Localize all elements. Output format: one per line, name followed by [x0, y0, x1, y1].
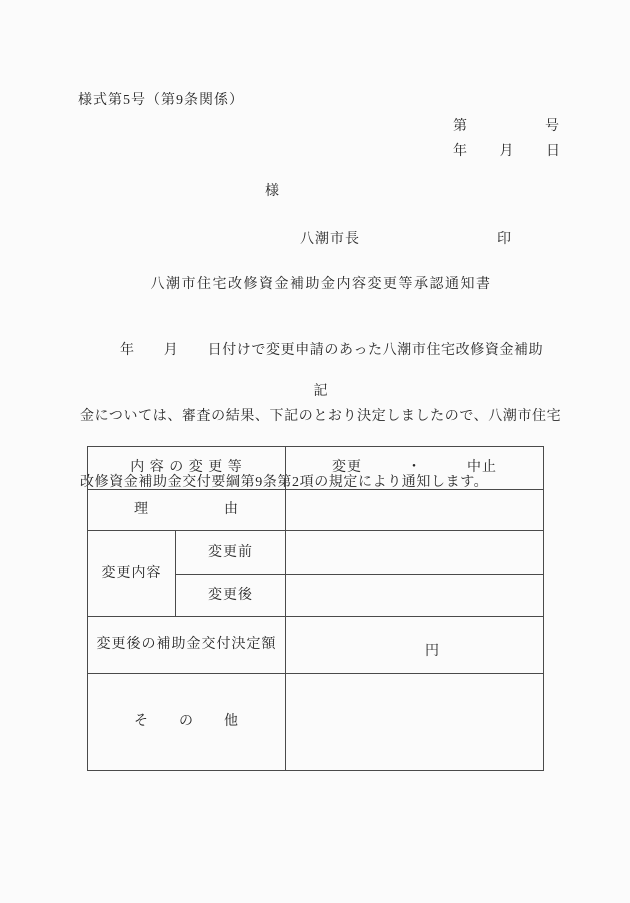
body-line-1: 年 月 日付けで変更申請のあった八潮市住宅改修資金補助 — [120, 343, 544, 358]
date-month-label: 月 — [499, 144, 514, 159]
reason-value-cell — [286, 490, 544, 531]
row-reason — [88, 490, 544, 531]
date-day-label: 日 — [546, 144, 560, 159]
body-line-3: 改修資金補助金交付要綱第9条第2項の規定により通知します。 — [80, 475, 489, 490]
before-change-label-cell: 変更前 — [176, 531, 286, 575]
document-title: 八潮市住宅改修資金補助金内容変更等承認通知書 — [150, 277, 492, 292]
row-change-type — [88, 447, 544, 490]
change-approval-table — [87, 446, 544, 771]
doc-number-suffix: 号 — [545, 119, 559, 134]
reason-label-cell: 理 由 — [88, 490, 286, 531]
grant-amount-value-cell — [286, 617, 544, 674]
row-other — [88, 674, 544, 771]
after-change-value-cell — [286, 575, 544, 617]
row-grant-amount — [88, 617, 544, 674]
before-change-value-cell — [286, 531, 544, 575]
seal-placeholder: 印 — [497, 232, 512, 247]
other-value-cell — [286, 674, 544, 771]
record-marker: 記 — [313, 384, 329, 399]
document-number-line — [453, 120, 559, 134]
row-change-before — [88, 531, 544, 575]
doc-number-prefix: 第 — [453, 119, 467, 134]
issuer-name: 八潮市長 — [300, 232, 360, 247]
body-line-2: 金については、審査の結果、下記のとおり決定しましたので、八潮市住宅 — [80, 409, 562, 424]
change-details-group-cell: 変更内容 — [88, 531, 176, 617]
change-type-label-cell: 内 容 の 変 更 等 — [88, 447, 286, 490]
other-label-cell: そ の 他 — [88, 674, 286, 771]
issue-date-line — [453, 145, 560, 159]
date-year-label: 年 — [453, 144, 467, 159]
after-change-label-cell: 変更後 — [176, 575, 286, 617]
form-number-label: 様式第5号（第9条関係） — [78, 93, 244, 108]
grant-amount-label-cell: 変更後の補助金交付決定額 — [88, 617, 286, 674]
change-type-options-cell: 変更 ・ 中止 — [286, 447, 544, 490]
issuer-line — [300, 233, 512, 247]
recipient-honorific: 様 — [265, 184, 280, 199]
grant-amount-unit: 円 — [425, 644, 440, 659]
